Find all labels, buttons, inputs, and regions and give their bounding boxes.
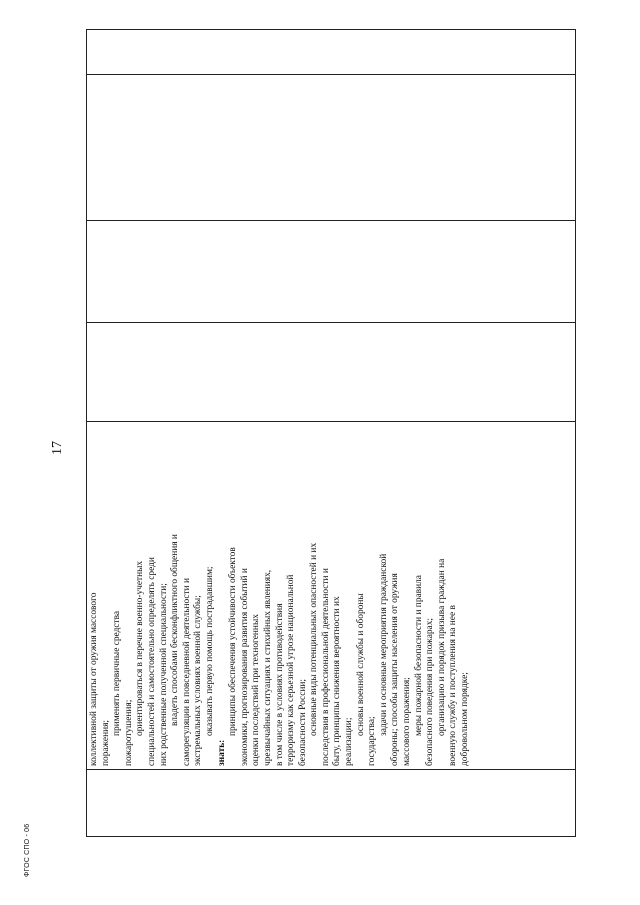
text-line: коллективной защиты от оружия массового [89, 592, 99, 766]
text-line: владеть способами бесконфликтного общения и [170, 534, 181, 726]
text-line: саморегуляции в повседневной деятельности и [181, 577, 192, 766]
table-cell-blank-6 [87, 30, 576, 75]
text-line: меры пожарной безопасности и правила [413, 575, 424, 736]
text-line: реализации; [344, 717, 355, 766]
section-heading-know: знать: [216, 739, 227, 766]
text-line: экономики, прогнозирования развития событий и [239, 568, 250, 766]
text-line: оценки последствий при техногенных [251, 614, 262, 766]
text-line: поражения; [100, 719, 111, 766]
requirements-cell [87, 422, 576, 770]
table-cell-blank-3 [87, 323, 576, 422]
table-cell-blank-1 [87, 770, 576, 837]
text-line: безопасности России; [297, 678, 308, 766]
text-line: пожаротушения; [123, 699, 134, 766]
text-line: чрезвычайных ситуациях и стихийных явлениях, [262, 569, 273, 766]
text-line: государства; [367, 716, 378, 766]
text-line: обороны; способы защиты населения от оружия [390, 573, 401, 766]
text-line: терроризму как серьезной угрозе национальной [286, 574, 297, 766]
table-cell-blank-4 [87, 221, 576, 323]
text-line: оказывать первую помощь пострадавшим; [204, 566, 215, 736]
text-line: последствия в профессиональной деятельности и [320, 568, 331, 766]
text-line: добровольном порядке; [460, 672, 470, 766]
competency-table [86, 29, 576, 837]
text-line: безопасного поведения при пожарах; [425, 618, 436, 766]
text-line: основные виды потенциальных опасностей и их [309, 542, 320, 736]
text-line: массового поражения; [402, 677, 413, 766]
text-line: задачи и основные мероприятия гражданской [378, 553, 389, 736]
text-line: военную службу и поступления на нее в [448, 605, 459, 766]
text-line: быту, принципы снижения вероятности их [332, 596, 343, 766]
text-line: ориентироваться в перечне военно-учетных [135, 560, 146, 736]
page-number: 17 [50, 441, 65, 455]
document-code: ФГОС СПО - 06 [24, 823, 31, 877]
table-cell-blank-5 [87, 75, 576, 221]
text-line: организацию и порядок призыва граждан на [436, 558, 447, 736]
text-line: применять первичные средства [112, 610, 123, 736]
text-line: в том числе в условиях противодействия [274, 603, 285, 766]
text-line: экстремальных условиях военной службы; [193, 595, 204, 766]
text-line: принципы обеспечения устойчивости объектов [228, 547, 239, 736]
text-line: основы военной службы и обороны [355, 593, 366, 736]
table-row [87, 30, 576, 837]
text-line: них родственные полученной специальности; [158, 583, 169, 766]
text-line: специальностей и самостоятельно определять среди [146, 557, 157, 766]
